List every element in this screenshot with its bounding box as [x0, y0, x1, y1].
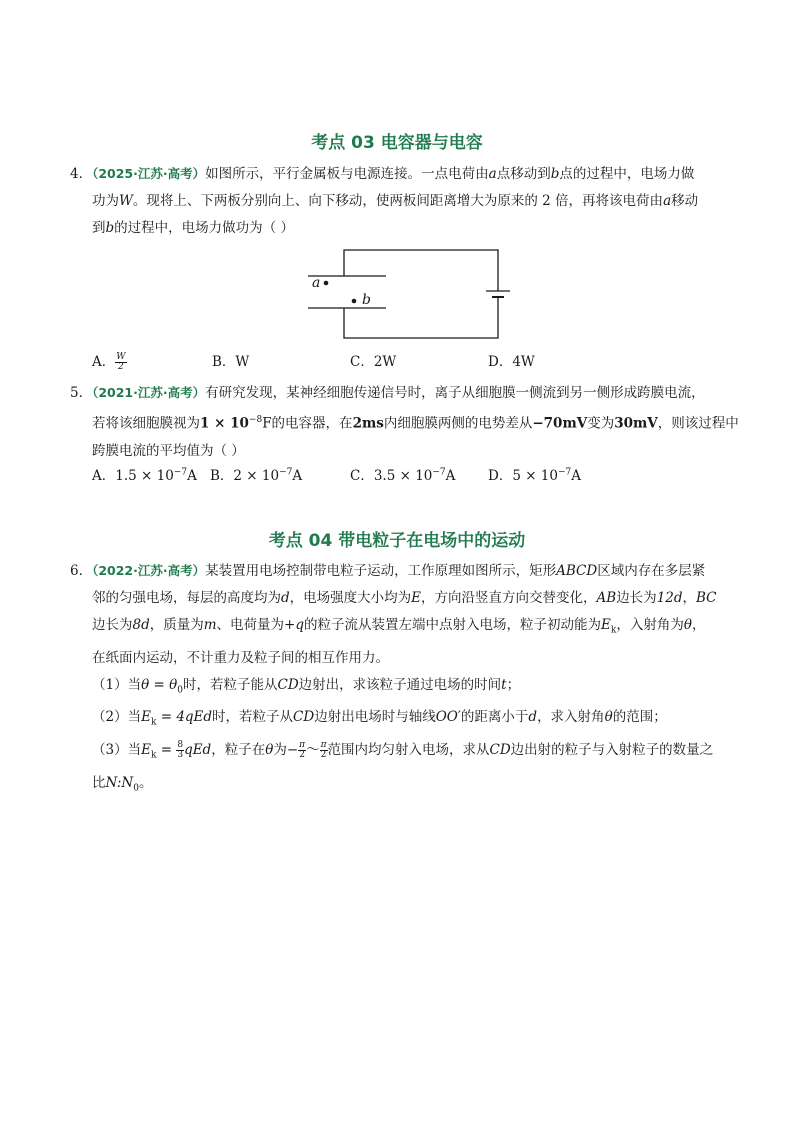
q5-time: 2ms — [352, 415, 384, 432]
q6-text: ，求入射角 — [537, 709, 605, 726]
q6-part-1 — [70, 672, 730, 705]
q6-var-cd: CD — [489, 742, 511, 759]
q4-text: 功为 — [92, 193, 119, 209]
fraction-denominator: 3 — [177, 750, 184, 761]
label-b: b — [362, 292, 371, 308]
q5-option-a-unit: A — [187, 468, 197, 484]
q5-text: F的电容器，在 — [262, 415, 353, 432]
q5-option-a[interactable] — [92, 464, 197, 484]
q6-text: ， — [682, 590, 697, 606]
q6-text: 区域内存在多层紧 — [597, 563, 706, 579]
q6-var-bc: BC — [696, 590, 717, 606]
q6-var-abcd: ABCD — [556, 563, 598, 579]
question-5 — [70, 379, 739, 465]
q5-option-c-exp: −7 — [432, 467, 446, 478]
q6-var-cd: CD — [293, 709, 315, 726]
q6-line-4 — [70, 645, 730, 672]
q6-text: ； — [506, 676, 521, 693]
q5-option-c-text: C．3.5 × 10 — [350, 468, 433, 484]
q6-source: （2022·江苏·高考） — [92, 563, 206, 578]
q6-text: 比 — [92, 774, 106, 791]
q6-var-ab: AB — [596, 590, 617, 606]
q5-option-d-text: D．5 × 10 — [488, 468, 558, 484]
q6-p2-eq: = 4qEd — [156, 709, 213, 726]
q6-line-2 — [70, 585, 730, 612]
q4-text: 如图所示，平行金属板与电源连接。一点电荷由 — [205, 166, 489, 182]
q6-text: 。 — [138, 774, 153, 791]
q4-source: （2025·江苏·高考） — [92, 166, 206, 181]
q5-line-2 — [70, 407, 739, 438]
fraction-denominator: 2 — [299, 750, 305, 761]
q5-option-b-unit: A — [292, 468, 303, 484]
q6-text: 的距离小于 — [460, 709, 529, 726]
fraction-pi-over-2 — [320, 741, 328, 760]
q5-number: 5． — [70, 385, 93, 401]
q4-var-b: b — [105, 220, 115, 236]
fraction-numerator: π — [320, 740, 327, 751]
q6-ratio: N:N — [105, 774, 134, 791]
q5-text: ，则该过程中 — [657, 415, 739, 432]
q6-text: ，电场强度大小均为 — [289, 590, 412, 606]
q6-var-e: E — [411, 590, 422, 606]
label-a: a — [312, 275, 321, 291]
q4-option-a-label: A． — [92, 354, 116, 370]
fraction-numerator: 8 — [177, 740, 184, 751]
q6-var-ek: E — [601, 617, 611, 633]
q4-text: 的过程中，电场力做功为（ ） — [114, 220, 294, 236]
q6-text: （3）当 — [92, 742, 142, 759]
section-title-04: 考点 04 带电粒子在电场中的运动 — [268, 531, 526, 551]
q6-text: ，入射角为 — [616, 617, 684, 633]
q6-p3-eq: = — [156, 742, 177, 759]
q6-minus: − — [286, 742, 299, 759]
q5-option-c[interactable] — [350, 464, 455, 484]
q4-option-a[interactable] — [92, 350, 127, 372]
fraction-numerator: π — [299, 740, 306, 751]
q6-line-3 — [70, 612, 730, 645]
q4-text: 。现将上、下两板分别向上、向下移动，使两板间距离增大为原来的 2 倍，再将该电荷由 — [132, 193, 664, 209]
q6-p3-e-sub: k — [150, 750, 157, 761]
q6-text: 、电荷量为 — [216, 617, 285, 633]
q6-text: （1）当 — [92, 676, 142, 693]
q6-part-3-cont — [70, 770, 730, 803]
q6-line-1 — [70, 557, 730, 585]
q5-capacitance-exp: −8 — [248, 415, 263, 425]
q6-var-m: m — [203, 617, 217, 633]
top-wire — [344, 250, 498, 291]
q6-p1-theta-sub: 0 — [177, 685, 183, 696]
q6-var-theta: θ — [604, 709, 613, 726]
q5-option-c-unit: A — [445, 468, 456, 484]
q4-line-3 — [70, 215, 730, 242]
q6-part-3 — [70, 737, 730, 770]
q5-option-b[interactable] — [210, 464, 302, 484]
q6-text: ，方向沿竖直方向交替变化， — [421, 590, 597, 606]
question-4 — [70, 160, 730, 242]
q4-text: 移动 — [671, 193, 699, 209]
q6-number: 6． — [70, 563, 93, 579]
q6-text: ， — [691, 617, 706, 633]
q6-var-q: +q — [284, 617, 305, 633]
q4-var-a: a — [663, 193, 672, 209]
q4-option-b[interactable]: B．W — [212, 354, 250, 370]
fraction-pi-over-2 — [298, 741, 306, 760]
q6-text: 为 — [273, 742, 287, 759]
q6-len-ab: 12d — [656, 590, 683, 606]
q5-option-b-exp: −7 — [279, 467, 293, 478]
capacitor-circuit-diagram — [296, 244, 516, 342]
q6-text: 时，若粒子从 — [212, 709, 294, 726]
q6-var-ek-sub: k — [610, 625, 617, 636]
q6-text: 范围内均匀射入电场，求从 — [327, 742, 490, 759]
q6-text: （2）当 — [92, 709, 142, 726]
q6-var-theta: θ — [683, 617, 692, 633]
q6-p3-eq2: qEd — [184, 742, 212, 759]
q4-option-c[interactable]: C．2W — [350, 354, 397, 370]
q6-text: ，质量为 — [149, 617, 204, 633]
q4-var-a: a — [488, 166, 497, 182]
q4-options — [92, 350, 692, 374]
q5-text: 有研究发现，某神经细胞传递信号时，离子从细胞膜一侧流到另一侧形成跨膜电流， — [205, 385, 705, 401]
q6-p3-e: E — [141, 742, 151, 759]
q6-text: 边射出，求该粒子通过电场的时间 — [298, 676, 502, 693]
fraction-8-over-3 — [176, 741, 184, 760]
q6-var-d: d — [281, 590, 290, 606]
q6-ratio-sub: 0 — [133, 783, 139, 794]
q5-option-d-unit: A — [571, 468, 582, 484]
q6-text: 在纸面内运动，不计重力及粒子间的相互作用力。 — [92, 649, 389, 666]
fraction-denominator: 2 — [320, 750, 327, 761]
q6-text: ，粒子在 — [211, 742, 266, 759]
section-title-03: 考点 03 电容器与电容 — [311, 133, 483, 153]
q4-option-d[interactable]: D．4W — [488, 354, 535, 370]
q5-option-a-exp: −7 — [173, 467, 188, 478]
fraction-numerator: W — [116, 352, 126, 362]
q5-text: 变为 — [587, 415, 615, 432]
question-6 — [70, 557, 730, 802]
q6-p2-e: E — [141, 709, 151, 726]
q6-len-bc: 8d — [132, 617, 150, 633]
point-a-dot — [324, 281, 329, 286]
q6-text: 边射出电场时与轴线 — [314, 709, 436, 726]
fraction-w-over-2 — [115, 353, 126, 372]
q5-options — [92, 464, 692, 488]
q6-var-d: d — [528, 709, 538, 726]
q6-text: 边长为 — [92, 617, 133, 633]
q6-part-2 — [70, 704, 730, 737]
q6-p1-theta: θ = θ — [141, 676, 178, 693]
q4-text: 点的过程中，电场力做 — [559, 166, 695, 182]
q6-var-oo: OO′ — [435, 709, 461, 726]
q5-voltage-1: −70mV — [532, 415, 588, 432]
q5-option-b-text: B．2 × 10 — [210, 468, 280, 484]
q4-var-b: b — [550, 166, 560, 182]
q5-capacitance: 1 × 10 — [200, 415, 249, 432]
point-b-dot — [352, 299, 357, 304]
q6-p2-e-sub: k — [150, 718, 157, 729]
q5-option-d[interactable] — [488, 464, 581, 484]
q6-text: 某装置用电场控制带电粒子运动，工作原理如图所示，矩形 — [205, 563, 557, 579]
q6-text: 的范围； — [612, 709, 667, 726]
q5-text: 若将该细胞膜视为 — [92, 415, 200, 432]
q5-source: （2021·江苏·高考） — [92, 385, 206, 400]
q4-text: 到 — [92, 220, 106, 236]
q5-line-3 — [70, 438, 730, 465]
q4-line-2 — [70, 188, 730, 215]
q6-text: 时，若粒子能从 — [182, 676, 278, 693]
q6-tilde: ～ — [306, 742, 320, 759]
q6-var-theta: θ — [265, 742, 274, 759]
fraction-denominator: 2 — [118, 362, 124, 372]
q4-var-w: W — [119, 193, 133, 209]
q5-text: 内细胞膜两侧的电势差从 — [383, 415, 533, 432]
q6-var-t: t — [501, 676, 507, 693]
q5-option-d-exp: −7 — [558, 467, 572, 478]
q6-text: 的粒子流从装置左端中点射入电场，粒子初动能为 — [304, 617, 602, 633]
q5-text: 跨膜电流的平均值为（ ） — [92, 442, 245, 459]
q5-voltage-2: 30mV — [614, 415, 658, 432]
q5-option-a-text: A．1.5 × 10 — [92, 468, 174, 484]
q6-text: 邻的匀强电场，每层的高度均为 — [92, 590, 281, 606]
q4-line-1 — [70, 160, 730, 188]
q4-text: 点移动到 — [496, 166, 551, 182]
q4-number: 4． — [70, 166, 93, 182]
q6-text: 边长为 — [616, 590, 657, 606]
q6-var-cd: CD — [277, 676, 299, 693]
q5-line-1 — [70, 379, 730, 407]
q6-text: 边出射的粒子与入射粒子的数量之 — [510, 742, 714, 759]
